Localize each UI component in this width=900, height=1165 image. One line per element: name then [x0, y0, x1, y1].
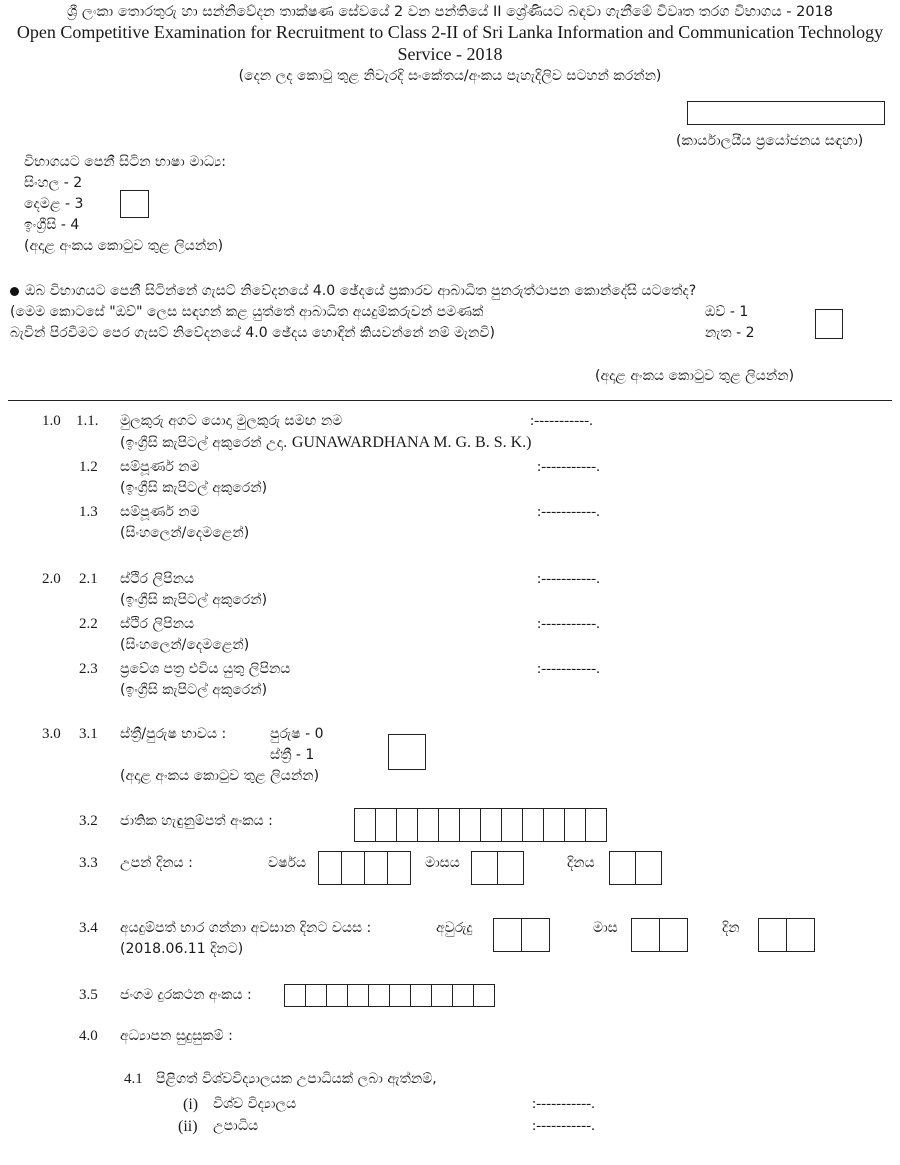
- age-days-cell[interactable]: [786, 918, 815, 952]
- mobile-boxes[interactable]: [284, 984, 495, 1008]
- item-2-2-number: 2.2: [79, 616, 98, 632]
- nic-cell[interactable]: [522, 808, 544, 842]
- gender-male: පුරුෂ - 0: [270, 726, 324, 742]
- instruction: (දෙන ලද කොටු තුළ නිවැරදි සංකේතය/අංකය පැහැදිලිව සටහන් කරන්න): [238, 68, 662, 84]
- nic-cell[interactable]: [480, 808, 502, 842]
- item-2-3-field[interactable]: :-----------.: [537, 661, 600, 677]
- item-1-1-label: මුලකුරු අගට යොදා මුලකුරු සමඟ නම: [120, 413, 343, 429]
- language-title: විභාගයට පෙනී සිටින භාෂා මාධ්‍ය:: [24, 154, 226, 170]
- disability-note-line2: බැවින් පිරවීමට පෙර ගැසට් නිවේදනයේ 4.0 ඡේදය හොඳින් කියවන්නේ නම් මැනවි): [10, 325, 495, 341]
- nic-cell[interactable]: [417, 808, 439, 842]
- mobile-cell[interactable]: [305, 984, 327, 1007]
- item-1-2-field[interactable]: :-----------.: [537, 459, 600, 475]
- dob-day-label: දිනය: [567, 855, 595, 871]
- dob-year-label: වර්ෂය: [268, 855, 307, 871]
- dob-month-label: මාසය: [425, 855, 460, 871]
- item-2-2-sub: (සිංහලෙන්/දෙමළෙන්): [120, 637, 250, 653]
- nic-cell[interactable]: [438, 808, 460, 842]
- item-4-1-number: 4.1: [124, 1071, 143, 1087]
- item-4-1-ii-number: (ii): [178, 1118, 198, 1135]
- nic-cell[interactable]: [585, 808, 607, 842]
- age-years-cell[interactable]: [521, 918, 550, 952]
- item-1-1-sub: (ඉංග්‍රීසි කැපිටල් අකුරෙන් උදා. GUNAWARDHANA M. G. B. S. K.): [120, 434, 532, 451]
- item-2-1-field[interactable]: :-----------.: [537, 571, 600, 587]
- section-4-number: 4.0: [79, 1028, 98, 1044]
- dob-year-cell[interactable]: [341, 851, 365, 885]
- age-months-cell[interactable]: [659, 918, 688, 952]
- item-2-1-number: 2.1: [79, 571, 98, 587]
- age-days-cell[interactable]: [758, 918, 787, 952]
- dob-month-cell[interactable]: [471, 851, 498, 885]
- age-months-cell[interactable]: [631, 918, 660, 952]
- nic-cell[interactable]: [396, 808, 418, 842]
- mobile-cell[interactable]: [410, 984, 432, 1007]
- item-3-4-label: අයදුම්පත් භාර ගන්නා අවසාන දිනට වයස :: [120, 920, 372, 936]
- disability-yes: ඔව් - 1: [705, 304, 749, 320]
- dob-year-cell[interactable]: [318, 851, 342, 885]
- age-years-boxes[interactable]: [493, 918, 550, 952]
- item-2-1-label: ස්ථිර ලිපිනය: [120, 571, 195, 587]
- section-3-number: 3.0: [42, 726, 61, 742]
- age-years-label: අවුරුදු: [436, 920, 473, 936]
- dob-month-boxes[interactable]: [471, 851, 524, 885]
- item-3-2-label: ජාතික හැඳුනුම්පත් අංකය :: [120, 813, 273, 829]
- title-sinhala: ශ්‍රී ලංකා තොරතුරු හා සන්නිවේදන තාක්ෂණ සේවයේ 2 වන පන්තියේ II ශ්‍රේණියට බඳවා ගැනීමේ විවෘත තරග විභාගය - 2018: [66, 4, 834, 20]
- item-2-1-sub: (ඉංග්‍රීසි කැපිටල් අකුරෙන්): [120, 592, 268, 608]
- office-use-box[interactable]: [687, 101, 885, 125]
- item-1-3-sub: (සිංහලෙන්/දෙමළෙන්): [120, 525, 250, 541]
- item-4-1-label: පිළිගත් විශ්වවිද්‍යාලයක උපාධියක් ලබා ඇත්නම්,: [156, 1071, 437, 1087]
- nic-cell[interactable]: [459, 808, 481, 842]
- item-4-1-i-label: විශ්ව විද්‍යාලය: [213, 1096, 297, 1112]
- language-option-sinhala: සිංහල - 2: [24, 175, 83, 191]
- mobile-cell[interactable]: [368, 984, 390, 1007]
- item-2-3-sub: (ඉංග්‍රීසි කැපිටල් අකුරෙන්): [120, 682, 268, 698]
- nic-cell[interactable]: [564, 808, 586, 842]
- nic-boxes[interactable]: [354, 808, 607, 842]
- item-1-1-field[interactable]: :-----------.: [530, 413, 593, 429]
- item-1-2-number: 1.2: [79, 459, 98, 475]
- item-1-1-example: GUNAWARDHANA M. G. B. S. K.): [291, 434, 532, 451]
- item-3-1-label: ස්ත්‍රී/පුරුෂ භාවය :: [120, 726, 227, 742]
- mobile-cell[interactable]: [473, 984, 495, 1007]
- item-1-1-number: 1.1.: [76, 413, 99, 429]
- office-use-label: (කාර්යාලයීය ප්‍රයෝජනය සඳහා): [676, 133, 864, 149]
- item-1-2-sub: (ඉංග්‍රීසි කැපිටල් අකුරෙන්): [120, 480, 268, 496]
- dob-day-cell[interactable]: [635, 851, 662, 885]
- age-days-boxes[interactable]: [758, 918, 815, 952]
- nic-cell[interactable]: [354, 808, 376, 842]
- language-box[interactable]: [120, 190, 149, 218]
- mobile-cell[interactable]: [326, 984, 348, 1007]
- item-3-1-note: (අදාළ අංකය කොටුව තුළ ලියන්න): [120, 768, 320, 784]
- mobile-cell[interactable]: [284, 984, 306, 1007]
- bullet-icon: [10, 287, 19, 296]
- item-3-1-number: 3.1: [79, 726, 98, 742]
- item-4-1-ii-label: උපාධිය: [213, 1118, 259, 1134]
- item-1-3-label: සම්පූර්ණ නම: [120, 504, 200, 520]
- age-days-label: දින: [722, 920, 740, 936]
- mobile-cell[interactable]: [431, 984, 453, 1007]
- nic-cell[interactable]: [375, 808, 397, 842]
- age-months-boxes[interactable]: [631, 918, 688, 952]
- section-2-number: 2.0: [42, 571, 61, 587]
- gender-female: ස්ත්‍රී - 1: [270, 747, 315, 763]
- dob-year-boxes[interactable]: [318, 851, 411, 885]
- age-months-label: මාස: [593, 920, 618, 936]
- nic-cell[interactable]: [543, 808, 565, 842]
- language-note: (අදාළ අංකය කොටුව තුළ ලියන්න): [24, 238, 224, 254]
- item-3-3-label: උපන් දිනය :: [120, 855, 193, 871]
- mobile-cell[interactable]: [347, 984, 369, 1007]
- title-english-line2: Service - 2018: [397, 44, 503, 64]
- item-3-2-number: 3.2: [79, 813, 98, 829]
- item-4-1-i-number: (i): [183, 1096, 199, 1113]
- item-1-3-field[interactable]: :-----------.: [537, 504, 600, 520]
- item-2-3-label: ප්‍රවේශ පත්‍ර එවිය යුතු ලිපිනය: [120, 661, 291, 677]
- mobile-cell[interactable]: [452, 984, 474, 1007]
- dob-year-cell[interactable]: [387, 851, 411, 885]
- disability-note-line1: (මෙම කොටසේ "ඔව්" ලෙස සඳහන් කළ යුත්තේ ආබාධිත අයදුම්කරුවන් පමණක්: [10, 304, 484, 320]
- age-years-cell[interactable]: [493, 918, 522, 952]
- item-3-5-number: 3.5: [79, 987, 98, 1003]
- dob-day-cell[interactable]: [609, 851, 636, 885]
- item-4-1-i-field[interactable]: :-----------.: [532, 1096, 595, 1112]
- disability-box[interactable]: [815, 309, 843, 339]
- disability-no: නැත - 2: [705, 325, 755, 341]
- item-2-3-number: 2.3: [79, 661, 98, 677]
- dob-year-cell[interactable]: [364, 851, 388, 885]
- title-english-line1: Open Competitive Examination for Recruitment to Class 2-II of Sri Lanka Information and Communication Technology: [16, 22, 884, 42]
- item-2-2-field[interactable]: :-----------.: [537, 616, 600, 632]
- item-2-2-label: ස්ථිර ලිපිනය: [120, 616, 195, 632]
- section-1-number: 1.0: [42, 413, 61, 429]
- divider: [8, 400, 892, 401]
- item-1-2-label: සම්පූර්ණ නම: [120, 459, 200, 475]
- disability-instruction: (අදාළ අංකය කොටුව තුළ ලියන්න): [595, 368, 795, 384]
- item-3-5-label: ජංගම දුරකථන අංකය :: [120, 987, 252, 1003]
- disability-question: ඔබ විභාගයට පෙනී සිටින්නේ ගැසට් නිවේදනයේ 4.0 ඡේදයේ ප්‍රකාරව ආබාධිත පුනරුත්ථාපන කොන්දේසි යටතේද?: [10, 283, 696, 299]
- language-option-english: ඉංග්‍රීසි - 4: [24, 217, 80, 233]
- item-1-3-number: 1.3: [79, 504, 98, 520]
- item-4-1-ii-field[interactable]: :-----------.: [532, 1118, 595, 1134]
- mobile-cell[interactable]: [389, 984, 411, 1007]
- gender-box[interactable]: [388, 734, 426, 770]
- language-option-tamil: දෙමළ - 3: [24, 196, 84, 212]
- item-3-4-number: 3.4: [79, 920, 98, 936]
- dob-month-cell[interactable]: [497, 851, 524, 885]
- nic-cell[interactable]: [501, 808, 523, 842]
- item-3-4-sub: (2018.06.11 දිනට): [120, 941, 244, 957]
- dob-day-boxes[interactable]: [609, 851, 662, 885]
- section-4-label: අධ්‍යාපන සුදුසුකම් :: [120, 1028, 233, 1044]
- item-3-3-number: 3.3: [79, 855, 98, 871]
